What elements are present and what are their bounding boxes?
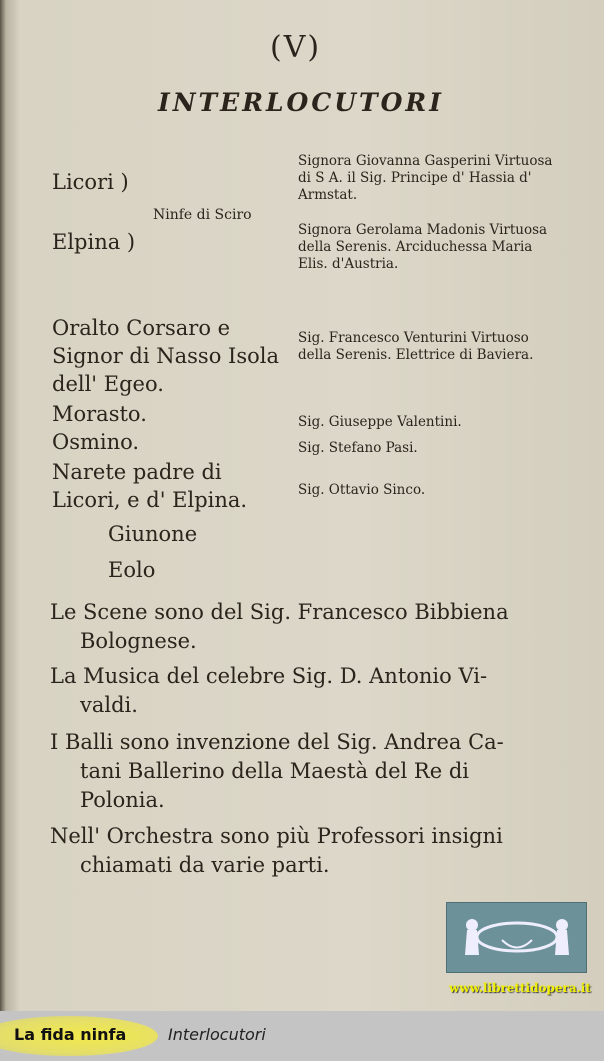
credit-note bbox=[50, 662, 550, 720]
role-name: Morasto. bbox=[52, 402, 147, 426]
singer-credit: Signora Giovanna Gasperini Virtuosa di S A. il Sig. Principe d' Hassia d' Armstat. bbox=[298, 153, 553, 203]
role-name: Licori ) bbox=[52, 170, 129, 194]
note-line: Bolognese. bbox=[80, 629, 197, 653]
singer-credit: Sig. Ottavio Sinco. bbox=[298, 482, 426, 498]
role-name: Giunone bbox=[108, 522, 198, 546]
singer-credit: Signora Gerolama Madonis Virtuosa della Serenis. Arciduchessa Maria Elis. d'Austria. bbox=[298, 222, 548, 272]
note-line: Le Scene sono del Sig. Francesco Bibbiena bbox=[50, 600, 509, 624]
footer-bar bbox=[0, 1011, 604, 1061]
note-line: tani Ballerino della Maestà del Re di Polonia. bbox=[80, 759, 469, 812]
cherubs-garland-logo[interactable] bbox=[446, 902, 587, 973]
note-line: chiamati da varie parti. bbox=[80, 853, 330, 877]
book-title[interactable]: La fida ninfa bbox=[14, 1025, 127, 1044]
singer-credit: Sig. Francesco Venturini Virtuoso della Serenis. Elettrice di Baviera. bbox=[298, 330, 534, 363]
note-line: valdi. bbox=[80, 693, 138, 717]
page-number: (V) bbox=[270, 30, 322, 65]
credit-note bbox=[50, 598, 550, 656]
singer-credit: Sig. Giuseppe Valentini. bbox=[298, 414, 462, 430]
note-line: La Musica del celebre Sig. D. Antonio Vi- bbox=[50, 664, 488, 688]
website-link[interactable]: www.librettidopera.it bbox=[449, 981, 591, 995]
credit-note bbox=[50, 822, 550, 880]
section-title: Interlocutori bbox=[168, 1025, 266, 1044]
credit-note bbox=[50, 728, 550, 815]
role-name: Eolo bbox=[108, 558, 156, 582]
role-name: Osmino. bbox=[52, 430, 140, 454]
page-heading: INTERLOCUTORI bbox=[158, 88, 444, 117]
role-name: Narete padre di Licori, e d' Elpina. bbox=[52, 460, 248, 512]
note-line: I Balli sono invenzione del Sig. Andrea Ca- bbox=[50, 730, 504, 754]
group-label: Ninfe di Sciro bbox=[153, 207, 252, 223]
singer-credit: Sig. Stefano Pasi. bbox=[298, 440, 418, 456]
cherubs-icon bbox=[457, 910, 577, 965]
role-name: Oralto Corsaro e Signor di Nasso Isola dell' Egeo. bbox=[52, 316, 279, 396]
note-line: Nell' Orchestra sono più Professori insigni bbox=[50, 824, 503, 848]
role-name: Elpina ) bbox=[52, 230, 136, 254]
